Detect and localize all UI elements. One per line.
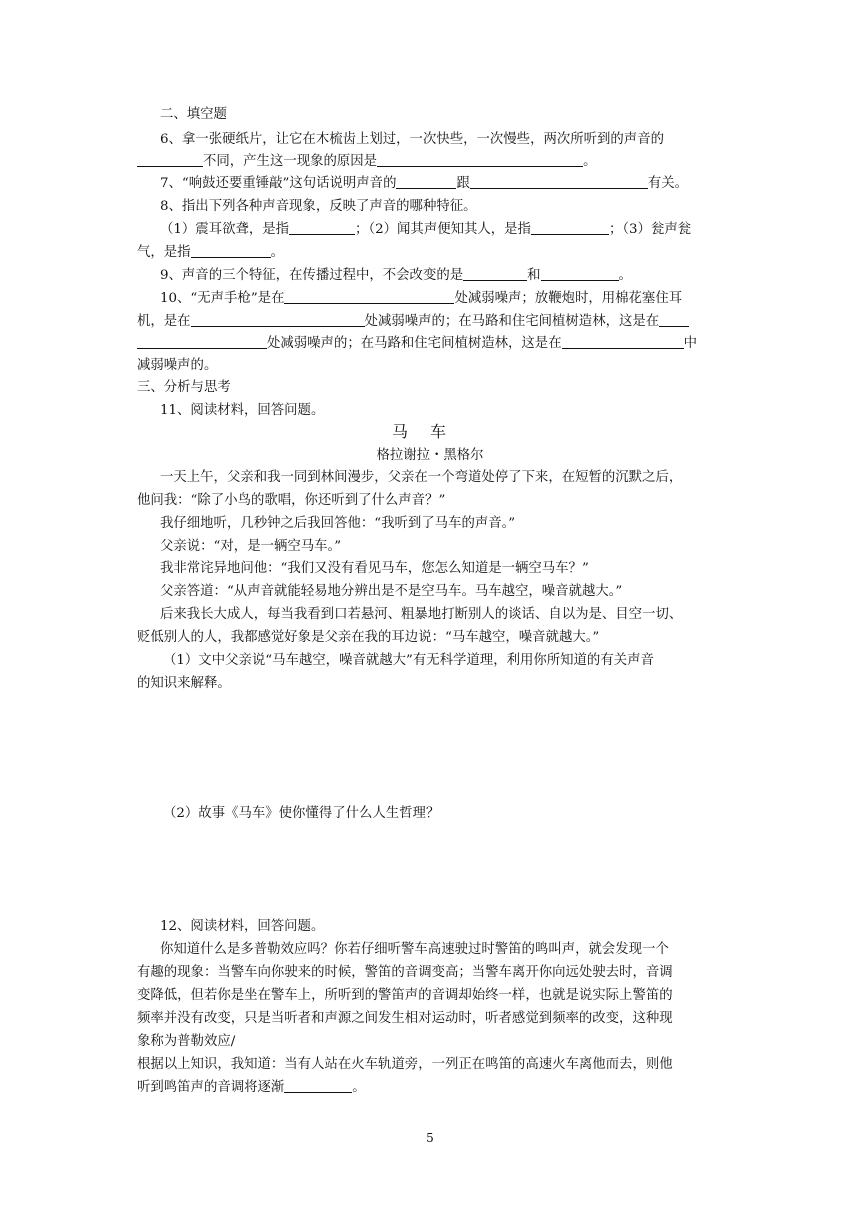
story-author: 格拉谢拉・黑格尔: [376, 448, 484, 463]
q8-blank3[interactable]: [191, 242, 271, 258]
q12-line1: 你知道什么是多普勒效应吗？你若仔细听警车高速驶过时警笛的鸣叫声，就会发现一个: [160, 942, 669, 957]
q8-text-p2: ；（2）闻其声便知其人，是指: [355, 222, 531, 237]
q11-stem: 11、阅读材料，回答问题。: [160, 403, 325, 418]
q12-line2: 有趣的现象：当警车向你驶来的时候，警笛的音调变高；当警车离开你向远处驶去时，音调: [137, 965, 673, 980]
q11-sub2: （2）故事《马车》使你懂得了什么人生哲理？: [163, 806, 440, 821]
q12-stem: 12、阅读材料，回答问题。: [160, 919, 325, 934]
q9-line: [160, 265, 632, 287]
q6-blank2[interactable]: [377, 151, 583, 167]
story-p1-line1: 一天上午，父亲和我一同到林间漫步，父亲在一个弯道处停了下来，在短暂的沉默之后，: [160, 470, 683, 485]
q7-blank1[interactable]: [396, 173, 456, 189]
story-p6-line2: 贬低别人的人，我都感觉好象是父亲在我的耳边说：“马车越空，噪音就越大。”: [137, 630, 600, 645]
q10-line4: 减弱噪声的。: [137, 358, 218, 373]
q8-stem: 8、指出下列各种声音现象，反映了声音的哪种特征。: [160, 199, 477, 214]
q9-text-a: 9、声音的三个特征，在传播过程中，不会改变的是: [160, 268, 464, 283]
q10-text-a: 10、“无声手枪”是在: [160, 291, 285, 306]
q12-text-l7b: 。: [352, 1080, 366, 1095]
section-fill-title: 二、填空题: [160, 107, 227, 122]
q12-blank[interactable]: [284, 1077, 352, 1093]
q9-text-b: 和: [527, 268, 541, 283]
story-p3: 父亲说：“对，是一辆空马车。”: [160, 539, 342, 554]
q11-sub1-line2: 的知识来解释。: [137, 676, 231, 691]
q8-text-p3: ；（3）瓮声瓮: [608, 222, 692, 237]
q10-blank3a[interactable]: [659, 311, 689, 327]
q10-text-e: 处减弱噪声的；在马路和住宅间植树造林，这是在: [267, 336, 562, 351]
q10-line3: [137, 333, 697, 355]
story-p6-line1: 后来我长大成人，每当我看到口若悬河、粗暴地打断别人的谈话、自以为是、目空一切、: [160, 607, 683, 622]
q12-text-l7a: 听到鸣笛声的音调将逐渐: [137, 1080, 285, 1095]
q12-line6: 根据以上知识，我知道：当有人站在火车轨道旁，一列正在鸣笛的高速火车离他而去，则他: [137, 1057, 673, 1072]
q7-blank2[interactable]: [470, 173, 648, 189]
story-p2: 我仔细地听，几秒钟之后我回答他：“我听到了马车的声音。”: [160, 516, 516, 531]
q10-text-c: 机，是在: [137, 314, 191, 329]
q12-line7: [137, 1077, 366, 1099]
story-p5: 父亲答道：“从声音就能轻易地分辨出是不是空马车。马车越空，噪音就越大。”: [160, 584, 623, 599]
q12-line5: 象称为普勒效应/: [137, 1034, 236, 1049]
q8-line2: [160, 219, 691, 241]
q6-text-b: 不同，产生这一现象的原因是: [203, 154, 378, 169]
q6-line1: 6、拿一张硬纸片，让它在木梳齿上划过，一次快些，一次慢些，两次所听到的声音的: [160, 132, 664, 147]
q7-text-a: 7、“响鼓还要重锤敲”这句话说明声音的: [160, 176, 397, 191]
q10-line1: [160, 288, 682, 310]
q10-blank3b[interactable]: [137, 333, 267, 349]
q10-blank4[interactable]: [562, 333, 684, 349]
q10-text-d: 处减弱噪声的；在马路和住宅间植树造林，这是在: [364, 314, 660, 329]
q7-text-b: 跟: [456, 176, 470, 191]
q7-text-c: 有关。: [647, 176, 689, 191]
q7-line: [160, 173, 688, 195]
q10-blank2[interactable]: [191, 311, 365, 327]
q8-text-p4: 气，是指: [137, 245, 191, 260]
q10-text-f: 中: [683, 336, 697, 351]
q8-line3: [137, 242, 284, 264]
q9-blank2[interactable]: [541, 265, 619, 281]
q8-blank2[interactable]: [531, 219, 609, 235]
q6-line2: [137, 151, 596, 173]
q8-blank1[interactable]: [289, 219, 355, 235]
q12-line3: 变降低，但若你是坐在警车上，所听到的警笛声的音调却始终一样，也就是说实际上警笛的: [137, 988, 673, 1003]
q9-text-c: 。: [618, 268, 632, 283]
q8-text-p1: （1）震耳欲聋，是指: [160, 222, 290, 237]
story-p1-line2: 他问我：“除了小鸟的歌唱，你还听到了什么声音？”: [137, 493, 446, 508]
q10-blank1[interactable]: [284, 288, 454, 304]
story-title: 马车: [391, 422, 468, 441]
q8-text-p5: 。: [270, 245, 284, 260]
q6-text-c: 。: [583, 154, 597, 169]
section-analysis-title: 三、分析与思考: [137, 380, 231, 395]
q10-line2: [137, 311, 689, 333]
q12-line4: 频率并没有改变，只是当听者和声源之间发生相对运动时，听者感觉到频率的改变，这种现: [137, 1011, 673, 1026]
page-number: 5: [426, 1131, 434, 1145]
story-p4: 我非常诧异地问他：“我们又没有看见马车，您怎么知道是一辆空马车？”: [160, 561, 589, 576]
q10-text-b: 处减弱噪声；放鞭炮时，用棉花塞住耳: [454, 291, 683, 306]
q9-blank1[interactable]: [463, 265, 527, 281]
q11-sub1-line1: （1）文中父亲说“马车越空，噪音就越大”有无科学道理，利用你所知道的有关声音: [163, 653, 654, 668]
q6-blank1[interactable]: [137, 151, 203, 167]
